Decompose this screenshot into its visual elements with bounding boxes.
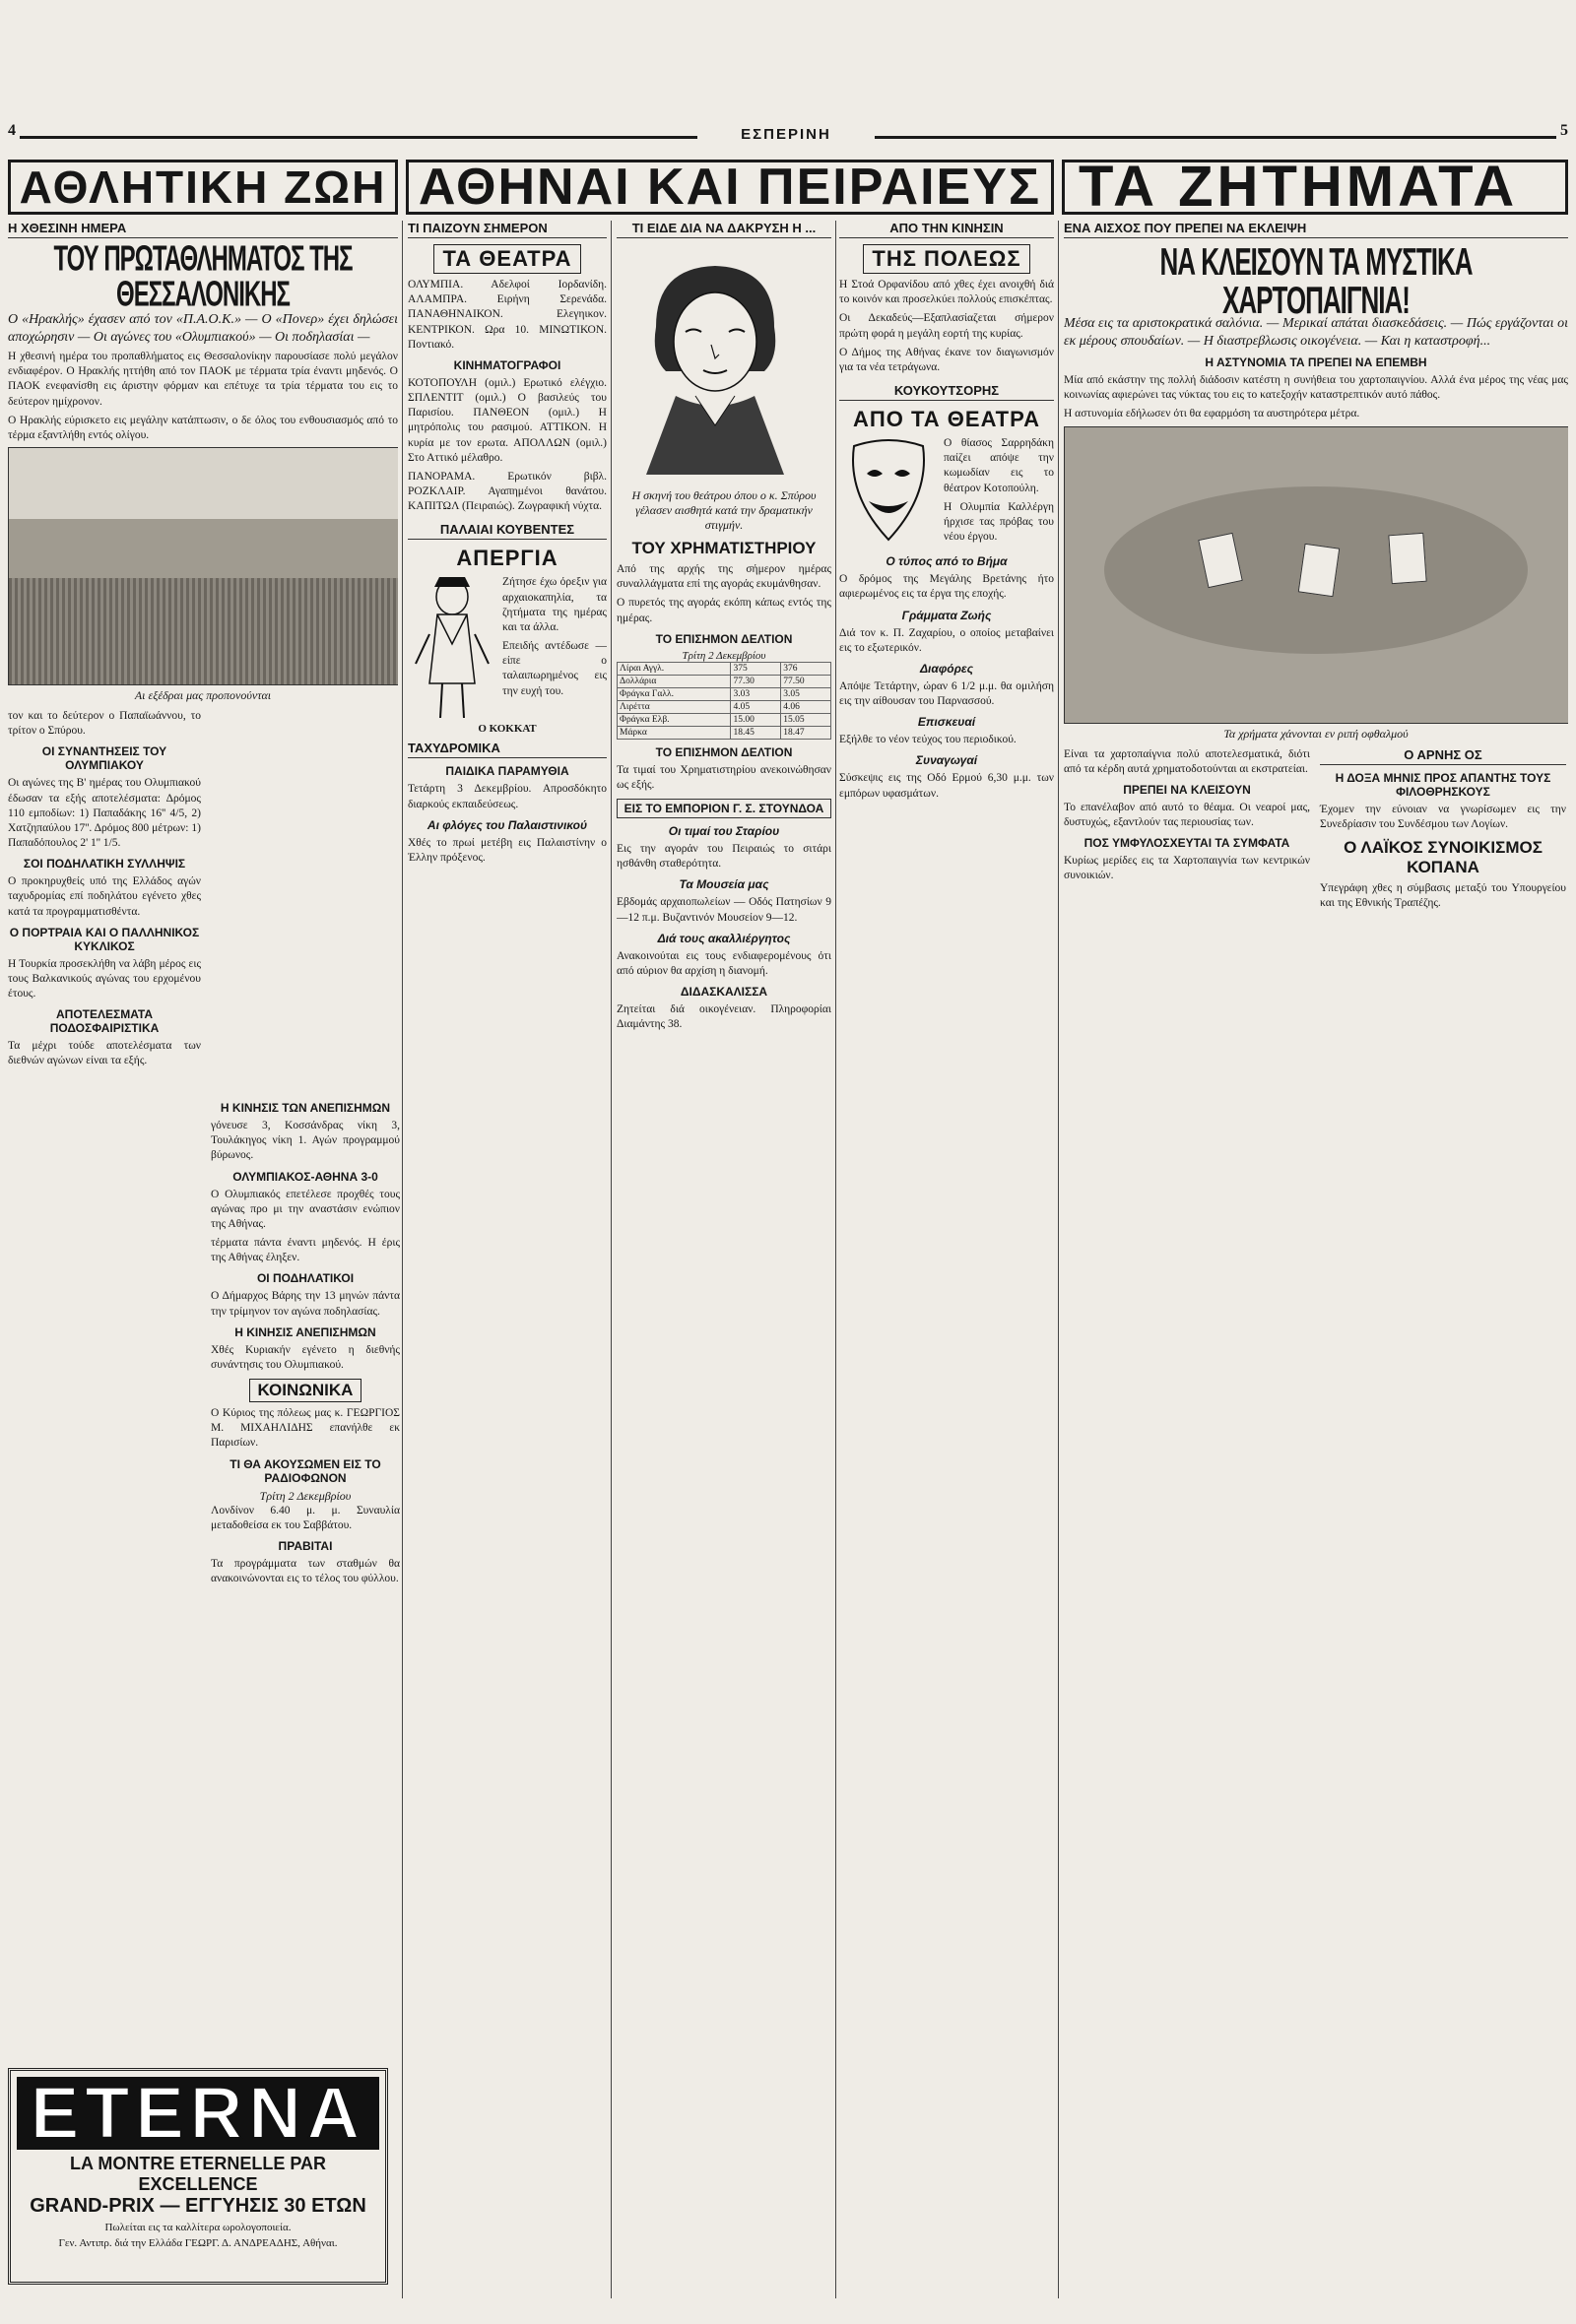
signature: Ο ΚΟΚΚΑΤ <box>478 723 537 736</box>
photo-field <box>9 519 398 578</box>
issues-body: Είναι τα χαρτοπαίγνια πολύ αποτελεσματικά, διότι από τα κέρδη αυτά χρηματοδοτούνται αι εκστρατείαι. <box>1064 747 1310 775</box>
bulletin-body: Τα τιμαί του Χρηματιστηρίου ανεκοινώθησαν ως εξής. <box>617 763 831 791</box>
closure-heading: ΠΡΕΠΕΙ ΝΑ ΚΛΕΙΣΟΥΝ <box>1123 782 1251 797</box>
stories-body: Τετάρτη 3 Δεκεμβρίου. Απροσδόκητο διαρκούς εκπαιδεύσεως. <box>408 783 607 810</box>
olympiakos-heading: ΟΙ ΣΥΝΑΝΤΗΣΕΙΣ ΤΟΥ ΟΛΥΜΠΙΑΚΟΥ <box>41 744 167 773</box>
woman-portrait-illustration <box>617 248 814 475</box>
issues-deck: Μέσα εις τα αριστοκρατικά σαλόνια. — Μερικαί απάται διασκεδάσεις. — Πώς εργάζονται οι εκ μέρους σπουδαίων. — Η διαστρεβλωσις οικογένεια. — Και η καταστροφή... <box>1064 316 1568 349</box>
olympiakos-body: Οι αγώνες της Β' ημέρας του Ολυμπιακού έδωσαν τα εξής αποτελέσματα: Δρόμος 110 εμποδίων: 1) Παπαδάκης 16'' 4/5, 2) Χατζηπαύλου 17''. Δρόμος 800 μέτρων: 1) Παπαδόπουλος 2' 1'' 1/5. <box>8 777 201 850</box>
ad-footer: Γεν. Αντιπρ. διά την Ελλάδα ΓΕΩΡΓ. Δ. ΑΝΔΡΕΑΔΗΣ, Αθήναι. <box>58 2237 338 2249</box>
exchange-cell: 18.47 <box>781 726 831 739</box>
ad-footer: Πωλείται εις τα καλλίτερα ωρολογοποιεία. <box>104 2222 292 2233</box>
exchange-cell: 4.06 <box>781 700 831 713</box>
cinemas-heading: ΚΙΝΗΜΑΤΟΓΡΑΦΟΙ <box>453 357 561 372</box>
section-banner-issues <box>1062 155 1568 219</box>
repairs-heading: Επισκευαί <box>917 715 976 730</box>
strike-body: Ζήτησε έχω όρεξιν για αρχαιοκαπηλία, τα ζητήματα της ημέρας και τα άλλα. <box>502 576 607 633</box>
post-kicker: ΤΑΧΥΔΡΟΜΙΚΑ <box>408 741 607 758</box>
wheat-body: Εις την αγοράν του Πειραιώς το σιτάρι ησθάνθη σταθερότητα. <box>617 843 831 871</box>
exchange-row <box>618 700 831 713</box>
stadium-photo <box>8 447 398 685</box>
portraits-body: Η Τουρκία προσεκλήθη να λάβη μέρος εις τους Βαλκανικούς αγώνας του ερχομένου έτους. <box>8 957 201 1001</box>
playing-card <box>1388 532 1426 583</box>
movement-heading: Η ΚΙΝΗΣΙΣ ΑΝΕΠΙΣΗΜΩΝ <box>234 1324 376 1339</box>
city-body: Η Στοά Ορφανίδου από χθες έχει ανοιχθή διά το κοινόν και προσελκύει πολλούς επισκέπτας. <box>839 279 1054 306</box>
card-game-photo <box>1064 426 1568 724</box>
column-theatres <box>408 221 607 2298</box>
exchange-body: Από της αρχής της σήμερον ημέρας συναλλάγματα επί της αγοράς εκυμάνθησαν. <box>617 563 831 591</box>
sports-deck: Ο «Ηρακλής» έχασεν από τον «Π.Α.Ο.Κ.» — Ο «Πονερ» έχει δηλώσει αποχώρησιν — Οι αγώνες του «Ολυμπιακού» — Οι ποδηλασίαι — <box>8 312 398 345</box>
exchange-row <box>618 675 831 687</box>
page-number-left: 4 <box>8 122 20 140</box>
section-title-athens: ΑΘΗΝΑΙ ΚΑΙ ΠΕΙΡΑΙΕΥΣ <box>418 159 1042 216</box>
cartoon-man-illustration <box>408 575 496 723</box>
press-heading: Ο τύπος από το Βήμα <box>886 554 1008 569</box>
bulletin-date: Τρίτη 2 Δεκεμβρίου <box>682 649 766 662</box>
bulletin-heading-2: ΤΟ ΕΠΙΣΗΜΟΝ ΔΕΛΤΙΟΝ <box>655 744 793 759</box>
exchange-cell: Δολλάρια <box>618 675 731 687</box>
theatre-body: Ο θίασος Σαρρηδάκη παίζει απόψε την κωμωδίαν εις το θέατρον Κοτοπούλη. <box>944 437 1054 494</box>
ad-tagline: LA MONTRE ETERNELLE PAR EXCELLENCE <box>70 2154 326 2194</box>
exchange-cell: Λιρέττα <box>618 700 731 713</box>
exchange-row <box>618 687 831 700</box>
column-issues <box>1064 221 1568 2298</box>
exchange-cell: 18.45 <box>731 726 781 739</box>
section-title-issues: ΤΑ ΖΗΤΗΜΑΤΑ <box>1079 155 1519 219</box>
opinion-body: Έχομεν την εύνοιαν να γνωρίσωμεν εις την Συνεδρίασιν του Συνδέσμου των Λογίων. <box>1320 803 1566 830</box>
unofficial-heading: Η ΚΙΝΗΣΙΣ ΤΩΝ ΑΝΕΠΙΣΗΜΩΝ <box>220 1101 391 1115</box>
exchange-row <box>618 662 831 675</box>
playing-card <box>1298 543 1341 597</box>
teacher-body: Ζητείται διά οικογένειαν. Πληροφορίαι Διαμάντης 38. <box>617 1003 831 1031</box>
exchange-cell: 77.30 <box>731 675 781 687</box>
phones-body: Κυρίως μερίδες εις τα Χαρτοπαιγνία των κεντρικών συνοικιών. <box>1064 855 1310 882</box>
exchange-cell: 3.03 <box>731 687 781 700</box>
column-exchange <box>617 221 831 2298</box>
photo-caption: Τα χρήματα χάνονται εν ριπή οφθαλμού <box>1223 726 1409 741</box>
exchange-table <box>617 662 831 740</box>
cyclists-body: Ο Δήμαρχος Βάρης την 13 μηνών πάντα την τρίμηνον τον αγώνα ποδηλασίας. <box>211 1290 400 1318</box>
denial-kicker: Ο ΑΡΝΗΣ ΟΣ <box>1320 747 1566 765</box>
score-body: τέρματα πάντα έναντι μηδενός. Η έρις της Αθήνας έληξεν. <box>211 1237 400 1264</box>
farmers-heading: Διά τους ακαλλιέργητος <box>657 931 791 945</box>
exchange-cell: 77.50 <box>781 675 831 687</box>
exchange-row <box>618 726 831 739</box>
column-city <box>839 221 1054 2298</box>
housing-heading: Ο ΛΑΪΚΟΣ ΣΥΝΟΙΚΙΣΜΟΣ ΚΟΠΑΝΑ <box>1344 837 1543 876</box>
sports-body: Η χθεσινή ημέρα του προπαθλήματος εις Θεσσαλονίκην παρουσίασε πολύ μεγάλον ενδιαφέρον. Ο Ηρακλής ηττήθη από τον ΠΑΟΚ με τέρματα τρία έναντι μηδενός. Ο ΠΑΟΚ ενεφανίσθη εις άριστην φόρμαν και επέτυχε τα τρία τέρματα του εις το δεύτερον ημίχρονον. <box>8 351 398 408</box>
bulletin-heading: ΤΟ ΕΠΙΣΗΜΟΝ ΔΕΛΤΙΟΝ <box>655 631 793 646</box>
exchange-row <box>618 713 831 726</box>
theatres-heading: ΤΑ ΘΕΑΤΡΑ <box>408 244 607 274</box>
fire-body: Χθές το πρωί μετέβη εις Παλαιστίνην ο Έλλην πρόξενος. <box>408 836 607 864</box>
photo-sky <box>9 448 398 519</box>
issues-headline: ΝΑ ΚΛΕΙΣΟΥΝ ΤΑ ΜΥΣΤΙΚΑ ΧΑΡΤΟΠΑΙΓΝΙΑ! <box>1159 239 1473 322</box>
chats-kicker: ΠΑΛΑΙΑΙ ΚΟΥΒΕΝΤΕΣ <box>408 522 607 540</box>
cinemas-body: ΚΟΤΟΠΟΥΛΗ (ομιλ.) Ερωτικό ελέγχιο. ΣΠΛΕΝΤΙΤ (ομιλ.) Ο βασιλεύς του Παρισίου. ΠΑΝΘΕΟΝ (ομιλ.) Η μητρόπολις του ρασιμού. ΑΤΤΙΚΟΝ. Η κυρία με τον ερωτα. ΑΠΟΛΛΩΝ (ομιλ.) Στο Αττικό μέλαθρο. <box>408 376 607 464</box>
score-heading: ΟΛΥΜΠΙΑΚΟΣ-ΑΘΗΝΑ 3-0 <box>232 1169 378 1184</box>
results-body: Τα μέχρι τούδε αποτελέσματα των διεθνών αγώνων είναι τα εξής. <box>8 1040 201 1067</box>
masthead <box>8 122 1568 148</box>
exchange-cell: 15.05 <box>781 713 831 726</box>
issues-body: Η αστυνομία εδήλωσεν ότι θα εφαρμόση τα αυστηρότερα μέτρα. <box>1064 408 1360 420</box>
section-banner-sports <box>8 160 398 215</box>
phones-heading: ΠΟΣ ΥΜΦΥΛΟΣΧΕΥΤΑΙ ΤΑ ΣΥΜΦΑΤΑ <box>1084 836 1290 851</box>
meetings-body: Σύσκεψις εις της Οδό Ερμού 6,30 μ.μ. των εμπόρων υφασμάτων. <box>839 772 1054 800</box>
unofficial-body: γόνευσε 3, Κοσσάνδρας νίκη 3, Τουλάκηγος νίκη 1. Αγών προγραμμού βύρωνος. <box>211 1120 400 1162</box>
social-heading: ΚΟΙΝΩΝΙΚΑ <box>211 1379 400 1402</box>
store-heading: ΕΙΣ ΤΟ ΕΜΠΟΡΙΟΝ Γ. Σ. ΣΤΟΥΝΔΟΑ <box>617 799 831 818</box>
column-rule <box>611 221 612 2298</box>
city-body: Ο Δήμος της Αθήνας έκανε τον διαγωνισμόν για τα νέα τετράγωνα. <box>839 346 1054 373</box>
misc-heading: Διαφόρες <box>920 661 973 676</box>
cycling-heading: ΣΟΙ ΠΟΔΗΛΑΤΙΚΗ ΣΥΛΛΗΨΙΣ <box>23 857 186 872</box>
exchange-cell: 376 <box>781 662 831 675</box>
portrait-caption: Η σκηνή του θεάτρου όπου ο κ. Σπύρου γέλασεν αισθητά κατά την δραματικήν στιγμήν. <box>631 488 817 532</box>
movement-body: Χθές Κυριακήν εγένετο η διεθνής συνάντησις του Ολυμπιακού. <box>211 1343 400 1371</box>
sports-headline: ΤΟΥ ΠΡΩΤΑΘΛΗΜΑΤΟΣ ΤΗΣ ΘΕΣΣΑΛΟΝΙΚΗΣ <box>53 239 353 315</box>
museums-heading: Τα Μουσεία μας <box>679 877 769 892</box>
police-heading: Η ΑΣΤΥΝΟΜΙΑ ΤΑ ΠΡΕΠΕΙ ΝΑ ΕΠΕΜΒΗ <box>1205 355 1427 369</box>
radio-body: Λονδίνον 6.40 μ. μ. Συναυλία μεταδοθείσα εκ του Σαββάτου. <box>211 1504 400 1531</box>
page-number-right: 5 <box>1556 122 1568 140</box>
meetings-heading: Συναγωγαί <box>915 753 978 768</box>
sports-body: τον και το δεύτερον ο Παπαϊωάννου, το τρίτον ο Σπύρου. <box>8 710 201 738</box>
city-kicker: ΑΠΟ ΤΗΝ ΚΙΝΗΣΙΝ <box>839 221 1054 238</box>
exchange-cell: 15.00 <box>731 713 781 726</box>
stories-heading: ΠΑΙΔΙΚΑ ΠΑΡΑΜΥΘΙΑ <box>445 764 569 779</box>
fire-heading: Αι φλόγες του Παλαιστινικού <box>427 817 588 832</box>
exchange-cell: Λίραι Αγγλ. <box>618 662 731 675</box>
repairs-body: Εξήλθε το νέον τεύχος του περιοδικού. <box>839 734 1017 746</box>
wheat-heading: Οι τιμαί του Σταρίου <box>668 824 780 839</box>
sports-body: Ο Ηρακλής εύρισκετο εις μεγάλην κατάπτωσιν, ο δε όλος του ενθουσιασμός από το τέρμα εξαντλήθη εντός ολίγου. <box>8 414 398 441</box>
exchange-cell: 4.05 <box>731 700 781 713</box>
exchange-cell: 3.05 <box>781 687 831 700</box>
cyclists-heading: ΟΙ ΠΟΔΗΛΑΤΙΚΟΙ <box>256 1271 355 1286</box>
masthead-rule-left <box>8 136 697 139</box>
farmers-body: Ανακοινούται εις τους ενδιαφερομένους ότι από αύριον θα αρχίση η διανομή. <box>617 949 831 977</box>
ad-guarantee: GRAND-PRIX — ΕΓΓΥΗΣΙΣ 30 ΕΤΩΝ <box>30 2195 366 2217</box>
issues-body: Μία από εκάστην της πολλή διάδοσιν κατέστη η συνήθεια του χαρτοπαιγνίου. Αλλά ένα μέρος της νέας μας κοινωνίας αφιερώνει τας νύκτας του εις το κατεξοχήν καταστρεπτικόν αυτό πάθος. <box>1064 374 1568 402</box>
section-title-sports: ΑΘΛΗΤΙΚΗ ΖΩΗ <box>19 161 387 213</box>
theatres-body: ΟΛΥΜΠΙΑ. Αδελφοί Ιορδανίδη. ΑΛΑΜΠΡΑ. Ειρήνη Σερενάδα. ΠΑΝΑΘΗΝΑΙΚΟΝ. Ελεγηικον. ΚΕΝΤΡΙΚΟΝ. Ωρα 10. ΜΙΝΩΤΙΚΟΝ. Ποντιακό. <box>408 279 607 351</box>
city-body: Οι Δεκαδεύς—Εξαπλασίαζεται σήμερον πρώτη φορά η μεγάλη εορτή της κυρίας. <box>839 312 1054 340</box>
strike-body: Επειδής αντέδωσε — είπε ο ταλαιπωρημένος εις την ευχή του. <box>502 640 607 697</box>
column-rule <box>1058 221 1059 2298</box>
cycling-body: Ο προκηρυχθείς υπό της Ελλάδος αγών ταχυδρομίας επί ποδηλάτου εγένετο χθες κατά τα προγραμματισθέντα. <box>8 875 201 918</box>
letters-heading: Γράμματα Ζωής <box>901 608 992 622</box>
sports-kicker: Η ΧΘΕΣΙΝΗ ΗΜΕΡΑ <box>8 221 398 238</box>
closure-body: Το επανέλαβον από αυτό το θέαμα. Οι νεαροί μας, δυστυχώς, εξαντλούν τας περιουσίας των. <box>1064 801 1310 829</box>
photo-caption: Αι εξέδραι μας προπονούνται <box>134 688 272 703</box>
photo-crowd <box>9 578 398 684</box>
today-kicker: ΤΙ ΠΑΙΖΟΥΝ ΣΗΜΕΡΟΝ <box>408 221 607 238</box>
from-theatres-heading: ΑΠΟ ΤΑ ΘΕΑΤΡΑ <box>852 407 1041 432</box>
private-heading: ΠΡΑΒΙΤΑΙ <box>278 1538 333 1553</box>
city-heading: ΤΗΣ ΠΟΛΕΩΣ <box>839 244 1054 274</box>
misc-body: Απόψε Τετάρτην, ώραν 6 1/2 μ.μ. θα ομιλήση εις την αίθουσαν του Παρνασσού. <box>839 679 1054 708</box>
opinion-heading: Η ΔΟΞΑ ΜΗΝΙΣ ΠΡΟΣ ΑΠΑΝΤΗΣ ΤΟΥΣ ΦΙΛΟΘΡΗΣΚΟΥΣ <box>1335 770 1551 799</box>
theatre-mask-illustration <box>839 436 938 545</box>
paper-name: ΕΣΠΕΡΙΝΗ <box>741 126 831 143</box>
exchange-cell: Φράγκα Ελβ. <box>618 713 731 726</box>
theatre-body: Η Ολυμπία Καλλέργη ήρχισε τας πρόβας του νέου έργου. <box>944 500 1054 544</box>
issues-kicker: ΕΝΑ ΑΙΣΧΟΣ ΠΟΥ ΠΡΕΠΕΙ ΝΑ ΕΚΛΕΙΨΗ <box>1064 221 1568 238</box>
social-body: Ο Κύριος της πόλεως μας κ. ΓΕΩΡΓΙΟΣ Μ. ΜΙΧΑΗΛΙΔΗΣ επανήλθε εκ Παρισίων. <box>211 1407 400 1450</box>
column-rule <box>402 221 403 2298</box>
score-body: Ο Ολυμπιακός επετέλεσε προχθές τους αγώνας προ μι την αναστάσιν ενώπιον της Αθήνας. <box>211 1188 400 1230</box>
theatre-kicker: ΚΟΥΚΟΥΤΣΟΡΗΣ <box>839 383 1054 401</box>
strike-heading: ΑΠΕΡΓΙΑ <box>456 546 558 571</box>
masthead-rule-right <box>875 136 1568 139</box>
exchange-cell: Μάρκα <box>618 726 731 739</box>
exchange-cell: Φράγκα Γαλλ. <box>618 687 731 700</box>
section-banner-athens <box>406 160 1054 215</box>
teacher-heading: ΔΙΔΑΣΚΑΛΙΣΣΑ <box>680 985 768 1000</box>
portraits-heading: Ο ΠΟΡΤΡΑΙΑ ΚΑΙ Ο ΠΑΛΛΗΝΙΚΟΣ ΚΥΚΛΙΚΟΣ <box>9 925 200 953</box>
exchange-cell: 375 <box>731 662 781 675</box>
exchange-heading: ΤΟΥ ΧΡΗΜΑΤΙΣΤΗΡΙΟΥ <box>631 539 817 557</box>
eterna-advertisement <box>8 2068 388 2285</box>
letters-body: Διά τον κ. Π. Ζαχαρίου, ο οποίος μεταβαίνει εις το εξωτερικόν. <box>839 626 1054 654</box>
cinemas-body: ΠΑΝΟΡΑΜΑ. Ερωτικόν βιβλ. ΡΟΖΚΛΑΙΡ. Αγαπημένοι θανάτου. ΚΑΠΙΤΩΛ (Πειραιώς). Ζωγραφική νύχτα. <box>408 470 607 513</box>
private-body: Τα προγράμματα των σταθμών θα ανακοινώνονται εις το τέλος του φύλλου. <box>211 1557 400 1585</box>
exchange-body: Ο πυρετός της αγοράς εκόπη κάπως εντός της ημέρας. <box>617 597 831 624</box>
radio-heading: ΤΙ ΘΑ ΑΚΟΥΣΩΜΕΝ ΕΙΣ ΤΟ ΡΑΔΙΟΦΩΝΟΝ <box>230 1456 381 1485</box>
museums-body: Εβδομάς αρχαιοπωλείων — Οδός Πατησίων 9—12 π.μ. Βυζαντινόν Μουσείον 9—12. <box>617 896 831 924</box>
press-body: Ο δρόμος της Μεγάλης Βρετάνης ήτο αφιερωμένος εις τα έργα της εποχής. <box>839 573 1054 601</box>
column-rule <box>835 221 836 2298</box>
results-heading: ΑΠΟΤΕΛΕΣΜΑΤΑ ΠΟΔΟΣΦΑΙΡΙΣΤΙΚΑ <box>49 1007 160 1036</box>
radio-date: Τρίτη 2 Δεκεμβρίου <box>259 1488 352 1503</box>
housing-body: Υπεγράφη χθες η σύμβασις μεταξύ του Υπουργείου και της Εθνικής Τραπέζης. <box>1320 881 1566 910</box>
woman-kicker: ΤΙ ΕΙΔΕ ΔΙΑ ΝΑ ΔΑΚΡΥΣΗ Η ... <box>617 221 831 238</box>
ad-brand: ETERNA <box>17 2077 379 2150</box>
